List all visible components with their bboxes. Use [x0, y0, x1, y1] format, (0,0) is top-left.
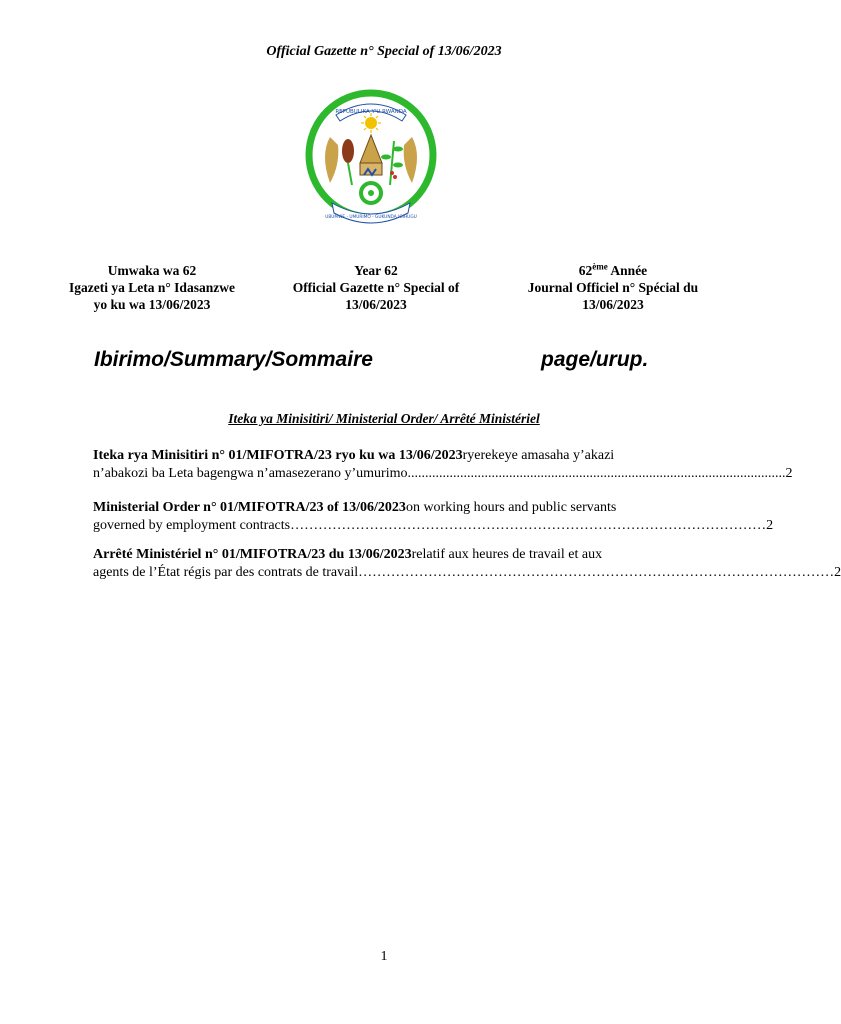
- section-heading: Iteka ya Minisitiri/ Ministerial Order/ Arrêté Ministériel: [228, 411, 540, 426]
- toc-entry-kinyarwanda[interactable]: [93, 447, 793, 483]
- entry-title: Iteka rya Minisitiri n° 01/MIFOTRA/23 ryo ku wa 13/06/2023: [93, 448, 463, 463]
- entry-page-number: 2: [785, 466, 793, 481]
- entry-title: Ministerial Order n° 01/MIFOTRA/23 of 13/06/2023: [93, 500, 406, 515]
- entry-description-cont: n’abakozi ba Leta bagengwa n’amasezerano y’umurimo: [93, 466, 408, 481]
- toc-entry-english[interactable]: [93, 499, 774, 535]
- entry-description: relatif aux heures de travail et aux: [411, 547, 603, 562]
- fr-year-number: 62: [578, 263, 593, 278]
- dot-leader: …………………………………………………………………………………………: [358, 565, 835, 580]
- entry-description: on working hours and public servants: [405, 500, 617, 515]
- dot-leader: ............................................................................................................: [407, 466, 786, 481]
- entry-title: Arrêté Ministériel n° 01/MIFOTRA/23 du 13/06/2023: [93, 547, 412, 562]
- summary-title: Ibirimo/Summary/Sommaire: [94, 348, 373, 371]
- gazette-header: Official Gazette n° Special of 13/06/2023: [266, 44, 502, 59]
- footer-page-number: 1: [380, 949, 388, 964]
- kin-line-1: Umwaka wa 62: [107, 263, 197, 278]
- entry-description-cont: governed by employment contracts: [93, 518, 291, 533]
- kinyarwanda-column: [37, 262, 267, 313]
- entry-description-cont: agents de l’État régis par des contrats de travail: [93, 565, 359, 580]
- page-column-label: page/urup.: [541, 348, 649, 371]
- emblem-bottom-text: UBUMWE - UMURIMO - GUKUNDA IGIHUGU: [325, 215, 417, 220]
- fr-line-1: [498, 262, 728, 279]
- eng-line-2: Official Gazette n° Special of: [292, 280, 460, 295]
- kin-line-2: Igazeti ya Leta n° Idasanzwe: [69, 280, 235, 295]
- fr-year-sup: ème: [592, 261, 608, 272]
- eng-line-3: 13/06/2023: [345, 297, 407, 312]
- fr-line-3: 13/06/2023: [582, 297, 644, 312]
- eng-line-1: Year 62: [354, 263, 398, 278]
- dot-leader: …………………………………………………………………………………………: [290, 518, 767, 533]
- sun-icon: [361, 113, 381, 133]
- kin-line-3: yo ku wa 13/06/2023: [93, 297, 211, 312]
- toc-entry-french[interactable]: [93, 546, 841, 582]
- entry-description: ryerekeye amasaha y’akazi: [462, 448, 615, 463]
- emblem-top-text: REPUBULIKA Y'U RWANDA: [335, 109, 407, 115]
- english-column: [261, 262, 491, 313]
- entry-page-number: 2: [834, 565, 841, 580]
- coat-of-arms-emblem: [300, 85, 442, 245]
- fr-year-word: Année: [607, 263, 648, 278]
- fr-line-2: Journal Officiel n° Spécial du: [527, 280, 699, 295]
- french-column: [498, 262, 728, 313]
- entry-page-number: 2: [766, 518, 774, 533]
